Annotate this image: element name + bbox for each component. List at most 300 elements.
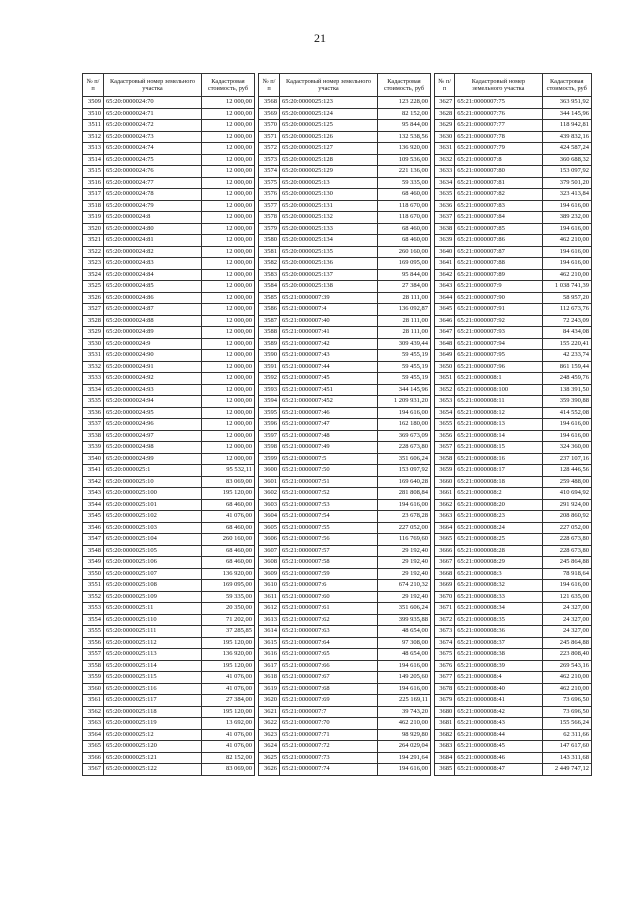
cadastral-value: 389 232,00 xyxy=(542,212,591,224)
row-number: 3592 xyxy=(259,373,280,385)
cadastral-value: 24 327,00 xyxy=(542,626,591,638)
row-number: 3583 xyxy=(259,269,280,281)
cadastral-value: 12 000,00 xyxy=(202,246,255,258)
cadastral-number: 65:20:0000024:89 xyxy=(104,327,202,339)
cadastral-value: 462 210,00 xyxy=(378,718,431,730)
row-number: 3576 xyxy=(259,189,280,201)
table-row xyxy=(259,235,431,247)
table-row xyxy=(259,718,431,730)
cadastral-value: 58 957,20 xyxy=(542,292,591,304)
cadastral-number: 65:21:0000008:34 xyxy=(455,603,542,615)
row-number: 3615 xyxy=(259,637,280,649)
cadastral-value: 147 617,60 xyxy=(542,741,591,753)
cadastral-number: 65:21:0000007:65 xyxy=(280,649,378,661)
table-row xyxy=(259,327,431,339)
cadastral-number: 65:20:0000025:120 xyxy=(104,741,202,753)
row-number: 3633 xyxy=(435,166,455,178)
row-number: 3676 xyxy=(435,660,455,672)
cadastral-value: 12 000,00 xyxy=(202,350,255,362)
row-number: 3634 xyxy=(435,177,455,189)
cadastral-value: 149 205,60 xyxy=(378,672,431,684)
cadastral-number: 65:20:0000025:133 xyxy=(280,223,378,235)
cadastral-number: 65:21:0000007:56 xyxy=(280,534,378,546)
cadastral-number: 65:20:0000024:90 xyxy=(104,350,202,362)
cadastral-number: 65:21:0000007:83 xyxy=(455,200,542,212)
table-row xyxy=(259,649,431,661)
row-number: 3541 xyxy=(83,465,104,477)
row-number: 3668 xyxy=(435,568,455,580)
row-number: 3657 xyxy=(435,442,455,454)
cadastral-number: 65:21:0000007:8 xyxy=(455,154,542,166)
cadastral-number: 65:21:0000007:54 xyxy=(280,511,378,523)
cadastral-value: 194 616,00 xyxy=(542,200,591,212)
row-number: 3616 xyxy=(259,649,280,661)
header-cadastral: Кадастровый номер земельного участка xyxy=(104,74,202,97)
table-row xyxy=(259,315,431,327)
row-number: 3537 xyxy=(83,419,104,431)
cadastral-value: 12 000,00 xyxy=(202,292,255,304)
table-row xyxy=(259,419,431,431)
cadastral-number: 65:20:0000024:70 xyxy=(104,97,202,109)
table-row xyxy=(435,683,592,695)
cadastral-value: 208 860,92 xyxy=(542,511,591,523)
row-number: 3605 xyxy=(259,522,280,534)
table-row xyxy=(83,384,255,396)
cadastral-number: 65:20:0000025:13 xyxy=(280,177,378,189)
cadastral-value: 227 052,00 xyxy=(542,522,591,534)
table-row xyxy=(83,304,255,316)
cadastral-value: 12 000,00 xyxy=(202,384,255,396)
cadastral-value: 123 228,00 xyxy=(378,97,431,109)
row-number: 3674 xyxy=(435,637,455,649)
cadastral-number: 65:20:0000024:71 xyxy=(104,108,202,120)
cadastral-value: 20 350,00 xyxy=(202,603,255,615)
cadastral-number: 65:20:0000025:138 xyxy=(280,281,378,293)
table-row xyxy=(83,223,255,235)
row-number: 3536 xyxy=(83,407,104,419)
cadastral-number: 65:21:0000008:36 xyxy=(455,626,542,638)
row-number: 3554 xyxy=(83,614,104,626)
cadastral-value: 48 654,00 xyxy=(378,649,431,661)
table-row xyxy=(83,396,255,408)
cadastral-number: 65:21:0000008:43 xyxy=(455,718,542,730)
row-number: 3564 xyxy=(83,729,104,741)
register-table xyxy=(258,73,431,776)
table-row xyxy=(259,120,431,132)
row-number: 3528 xyxy=(83,315,104,327)
cadastral-number: 65:20:0000025:111 xyxy=(104,626,202,638)
cadastral-value: 118 670,00 xyxy=(378,212,431,224)
table-row xyxy=(259,338,431,350)
row-number: 3647 xyxy=(435,327,455,339)
cadastral-number: 65:20:0000025:1 xyxy=(104,465,202,477)
cadastral-number: 65:21:0000007:82 xyxy=(455,189,542,201)
cadastral-value: 194 616,00 xyxy=(378,660,431,672)
row-number: 3613 xyxy=(259,614,280,626)
table-row xyxy=(259,212,431,224)
cadastral-value: 78 918,64 xyxy=(542,568,591,580)
row-number: 3581 xyxy=(259,246,280,258)
table-header-row xyxy=(83,74,255,97)
cadastral-number: 65:20:0000024:96 xyxy=(104,419,202,431)
table-row xyxy=(259,626,431,638)
cadastral-value: 71 202,00 xyxy=(202,614,255,626)
cadastral-number: 65:21:0000008:17 xyxy=(455,465,542,477)
row-number: 3569 xyxy=(259,108,280,120)
table-row xyxy=(83,269,255,281)
table-row xyxy=(83,637,255,649)
table-row xyxy=(259,281,431,293)
cadastral-value: 12 000,00 xyxy=(202,154,255,166)
table-row xyxy=(259,591,431,603)
table-header-row xyxy=(259,74,431,97)
cadastral-number: 65:20:0000024:79 xyxy=(104,200,202,212)
row-number: 3560 xyxy=(83,683,104,695)
cadastral-number: 65:21:0000007:66 xyxy=(280,660,378,672)
row-number: 3524 xyxy=(83,269,104,281)
cadastral-value: 194 616,00 xyxy=(378,407,431,419)
table-row xyxy=(83,361,255,373)
row-number: 3520 xyxy=(83,223,104,235)
row-number: 3639 xyxy=(435,235,455,247)
row-number: 3550 xyxy=(83,568,104,580)
table-row xyxy=(259,407,431,419)
cadastral-number: 65:21:0000007:86 xyxy=(455,235,542,247)
row-number: 3609 xyxy=(259,568,280,580)
cadastral-number: 65:20:0000025:112 xyxy=(104,637,202,649)
cadastral-value: 59 335,00 xyxy=(202,591,255,603)
table-row xyxy=(435,292,592,304)
cadastral-number: 65:21:0000008:39 xyxy=(455,660,542,672)
cadastral-number: 65:20:0000025:132 xyxy=(280,212,378,224)
cadastral-number: 65:20:0000024:83 xyxy=(104,258,202,270)
row-number: 3685 xyxy=(435,764,455,776)
cadastral-number: 65:20:0000025:100 xyxy=(104,488,202,500)
row-number: 3648 xyxy=(435,338,455,350)
cadastral-value: 28 111,00 xyxy=(378,292,431,304)
table-row xyxy=(83,488,255,500)
table-row xyxy=(83,695,255,707)
cadastral-number: 65:20:0000024:85 xyxy=(104,281,202,293)
table-row xyxy=(259,373,431,385)
cadastral-number: 65:21:0000008:46 xyxy=(455,752,542,764)
row-number: 3632 xyxy=(435,154,455,166)
row-number: 3534 xyxy=(83,384,104,396)
cadastral-value: 12 000,00 xyxy=(202,269,255,281)
cadastral-value: 12 000,00 xyxy=(202,131,255,143)
cadastral-number: 65:21:0000008:44 xyxy=(455,729,542,741)
table-row xyxy=(83,764,255,776)
cadastral-value: 83 069,00 xyxy=(202,764,255,776)
cadastral-number: 65:20:0000025:124 xyxy=(280,108,378,120)
cadastral-number: 65:21:0000008:33 xyxy=(455,591,542,603)
row-number: 3598 xyxy=(259,442,280,454)
table-row xyxy=(435,764,592,776)
row-number: 3622 xyxy=(259,718,280,730)
cadastral-value: 82 152,00 xyxy=(202,752,255,764)
row-number: 3519 xyxy=(83,212,104,224)
row-number: 3650 xyxy=(435,361,455,373)
row-number: 3624 xyxy=(259,741,280,753)
row-number: 3618 xyxy=(259,672,280,684)
table-row xyxy=(435,407,592,419)
cadastral-number: 65:20:0000025:123 xyxy=(280,97,378,109)
cadastral-number: 65:21:0000008:13 xyxy=(455,419,542,431)
table-row xyxy=(435,281,592,293)
cadastral-value: 41 076,00 xyxy=(202,511,255,523)
table-row xyxy=(259,396,431,408)
table-row xyxy=(435,258,592,270)
cadastral-number: 65:20:0000024:84 xyxy=(104,269,202,281)
cadastral-number: 65:21:0000007:57 xyxy=(280,545,378,557)
cadastral-value: 128 446,56 xyxy=(542,465,591,477)
row-number: 3527 xyxy=(83,304,104,316)
cadastral-number: 65:21:0000007:451 xyxy=(280,384,378,396)
cadastral-number: 65:20:0000024:92 xyxy=(104,373,202,385)
cadastral-value: 41 076,00 xyxy=(202,683,255,695)
table-row xyxy=(259,154,431,166)
table-row xyxy=(435,465,592,477)
row-number: 3680 xyxy=(435,706,455,718)
cadastral-value: 109 536,00 xyxy=(378,154,431,166)
table-row xyxy=(259,166,431,178)
row-number: 3533 xyxy=(83,373,104,385)
cadastral-value: 12 000,00 xyxy=(202,223,255,235)
row-number: 3641 xyxy=(435,258,455,270)
cadastral-number: 65:20:0000025:10 xyxy=(104,476,202,488)
row-number: 3525 xyxy=(83,281,104,293)
table-row xyxy=(83,752,255,764)
cadastral-value: 363 951,92 xyxy=(542,97,591,109)
table-row xyxy=(259,637,431,649)
row-number: 3535 xyxy=(83,396,104,408)
cadastral-value: 12 000,00 xyxy=(202,281,255,293)
table-row xyxy=(435,338,592,350)
cadastral-number: 65:20:0000025:118 xyxy=(104,706,202,718)
row-number: 3681 xyxy=(435,718,455,730)
cadastral-number: 65:21:0000008:47 xyxy=(455,764,542,776)
header-cadastral: Кадастровый номер земельного участка xyxy=(280,74,378,97)
cadastral-number: 65:21:0000007:68 xyxy=(280,683,378,695)
row-number: 3572 xyxy=(259,143,280,155)
cadastral-number: 65:21:0000008:100 xyxy=(455,384,542,396)
cadastral-number: 65:20:0000024:82 xyxy=(104,246,202,258)
table-row xyxy=(435,603,592,615)
row-number: 3589 xyxy=(259,338,280,350)
cadastral-value: 12 000,00 xyxy=(202,258,255,270)
table-row xyxy=(435,672,592,684)
table-row xyxy=(83,465,255,477)
cadastral-number: 65:20:0000025:114 xyxy=(104,660,202,672)
cadastral-number: 65:21:0000008:25 xyxy=(455,534,542,546)
cadastral-number: 65:20:0000025:131 xyxy=(280,200,378,212)
cadastral-value: 194 616,00 xyxy=(542,258,591,270)
table-row xyxy=(83,614,255,626)
cadastral-value: 62 311,66 xyxy=(542,729,591,741)
row-number: 3679 xyxy=(435,695,455,707)
table-row xyxy=(83,545,255,557)
cadastral-number: 65:20:0000024:74 xyxy=(104,143,202,155)
cadastral-number: 65:21:0000007:81 xyxy=(455,177,542,189)
row-number: 3573 xyxy=(259,154,280,166)
table-row xyxy=(435,729,592,741)
cadastral-number: 65:21:0000007:71 xyxy=(280,729,378,741)
cadastral-number: 65:21:0000008:40 xyxy=(455,683,542,695)
cadastral-value: 169 640,28 xyxy=(378,476,431,488)
table-row xyxy=(435,637,592,649)
row-number: 3546 xyxy=(83,522,104,534)
row-number: 3666 xyxy=(435,545,455,557)
row-number: 3567 xyxy=(83,764,104,776)
cadastral-number: 65:21:0000007:61 xyxy=(280,603,378,615)
row-number: 3578 xyxy=(259,212,280,224)
cadastral-value: 59 335,00 xyxy=(378,177,431,189)
cadastral-number: 65:20:0000024:76 xyxy=(104,166,202,178)
cadastral-number: 65:20:0000025:103 xyxy=(104,522,202,534)
row-number: 3661 xyxy=(435,488,455,500)
row-number: 3557 xyxy=(83,649,104,661)
cadastral-value: 28 111,00 xyxy=(378,327,431,339)
row-number: 3521 xyxy=(83,235,104,247)
table-row xyxy=(435,361,592,373)
cadastral-value: 169 095,00 xyxy=(202,580,255,592)
cadastral-value: 195 120,00 xyxy=(202,660,255,672)
row-number: 3530 xyxy=(83,338,104,350)
table-row xyxy=(259,614,431,626)
row-number: 3542 xyxy=(83,476,104,488)
row-number: 3531 xyxy=(83,350,104,362)
cadastral-value: 379 501,20 xyxy=(542,177,591,189)
cadastral-value: 194 616,00 xyxy=(378,683,431,695)
row-number: 3597 xyxy=(259,430,280,442)
cadastral-number: 65:21:0000007:88 xyxy=(455,258,542,270)
cadastral-value: 12 000,00 xyxy=(202,177,255,189)
cadastral-value: 27 384,00 xyxy=(202,695,255,707)
table-row xyxy=(83,350,255,362)
cadastral-value: 1 209 931,20 xyxy=(378,396,431,408)
row-number: 3512 xyxy=(83,131,104,143)
cadastral-value: 68 460,00 xyxy=(202,522,255,534)
row-number: 3575 xyxy=(259,177,280,189)
cadastral-number: 65:20:0000024:81 xyxy=(104,235,202,247)
table-row xyxy=(435,476,592,488)
cadastral-number: 65:20:0000025:122 xyxy=(104,764,202,776)
table-row xyxy=(435,591,592,603)
cadastral-value: 112 673,76 xyxy=(542,304,591,316)
table-row xyxy=(83,534,255,546)
table-row xyxy=(435,315,592,327)
row-number: 3509 xyxy=(83,97,104,109)
row-number: 3630 xyxy=(435,131,455,143)
cadastral-value: 359 390,88 xyxy=(542,396,591,408)
cadastral-value: 194 616,00 xyxy=(378,499,431,511)
cadastral-value: 118 942,81 xyxy=(542,120,591,132)
table-row xyxy=(435,166,592,178)
table-row xyxy=(435,752,592,764)
cadastral-value: 260 160,00 xyxy=(378,246,431,258)
cadastral-value: 12 000,00 xyxy=(202,120,255,132)
cadastral-number: 65:20:0000025:101 xyxy=(104,499,202,511)
cadastral-number: 65:20:0000025:134 xyxy=(280,235,378,247)
row-number: 3652 xyxy=(435,384,455,396)
table-row xyxy=(259,177,431,189)
cadastral-value: 116 769,60 xyxy=(378,534,431,546)
cadastral-number: 65:21:0000007:79 xyxy=(455,143,542,155)
header-value: Кадастровая стоимость, руб xyxy=(202,74,255,97)
row-number: 3594 xyxy=(259,396,280,408)
table-row xyxy=(259,752,431,764)
cadastral-value: 13 692,00 xyxy=(202,718,255,730)
cadastral-number: 65:21:0000007:42 xyxy=(280,338,378,350)
cadastral-value: 24 327,00 xyxy=(542,614,591,626)
cadastral-value: 132 538,56 xyxy=(378,131,431,143)
table-row xyxy=(83,200,255,212)
row-number: 3577 xyxy=(259,200,280,212)
table-row xyxy=(435,522,592,534)
cadastral-value: 27 384,00 xyxy=(378,281,431,293)
cadastral-value: 462 210,00 xyxy=(542,235,591,247)
table-row xyxy=(259,741,431,753)
cadastral-value: 414 552,08 xyxy=(542,407,591,419)
row-number: 3621 xyxy=(259,706,280,718)
table-row xyxy=(83,338,255,350)
cadastral-value: 12 000,00 xyxy=(202,407,255,419)
cadastral-value: 138 391,50 xyxy=(542,384,591,396)
cadastral-value: 194 616,00 xyxy=(542,246,591,258)
header-value: Кадастровая стоимость, руб xyxy=(378,74,431,97)
cadastral-value: 42 233,74 xyxy=(542,350,591,362)
cadastral-value: 281 808,84 xyxy=(378,488,431,500)
table-row xyxy=(259,304,431,316)
table-row xyxy=(259,430,431,442)
table-row xyxy=(259,476,431,488)
row-number: 3678 xyxy=(435,683,455,695)
row-number: 3513 xyxy=(83,143,104,155)
cadastral-value: 143 311,68 xyxy=(542,752,591,764)
cadastral-value: 12 000,00 xyxy=(202,430,255,442)
cadastral-value: 29 192,40 xyxy=(378,591,431,603)
row-number: 3599 xyxy=(259,453,280,465)
table-row xyxy=(435,557,592,569)
table-row xyxy=(435,706,592,718)
table-row xyxy=(435,235,592,247)
cadastral-number: 65:20:0000024:77 xyxy=(104,177,202,189)
row-number: 3559 xyxy=(83,672,104,684)
header-num: № п/п xyxy=(435,74,455,97)
table-row xyxy=(435,373,592,385)
cadastral-number: 65:21:0000008:12 xyxy=(455,407,542,419)
cadastral-value: 410 694,92 xyxy=(542,488,591,500)
row-number: 3552 xyxy=(83,591,104,603)
row-number: 3570 xyxy=(259,120,280,132)
cadastral-value: 424 587,24 xyxy=(542,143,591,155)
table-row xyxy=(435,200,592,212)
row-number: 3658 xyxy=(435,453,455,465)
cadastral-number: 65:20:0000025:105 xyxy=(104,545,202,557)
cadastral-value: 12 000,00 xyxy=(202,212,255,224)
table-row xyxy=(435,120,592,132)
table-row xyxy=(259,189,431,201)
table-row xyxy=(435,350,592,362)
cadastral-value: 12 000,00 xyxy=(202,143,255,155)
cadastral-value: 136 920,00 xyxy=(378,143,431,155)
table-row xyxy=(435,269,592,281)
cadastral-number: 65:21:0000008:23 xyxy=(455,511,542,523)
cadastral-value: 360 688,32 xyxy=(542,154,591,166)
cadastral-number: 65:21:0000008:41 xyxy=(455,695,542,707)
cadastral-value: 245 864,88 xyxy=(542,557,591,569)
row-number: 3545 xyxy=(83,511,104,523)
